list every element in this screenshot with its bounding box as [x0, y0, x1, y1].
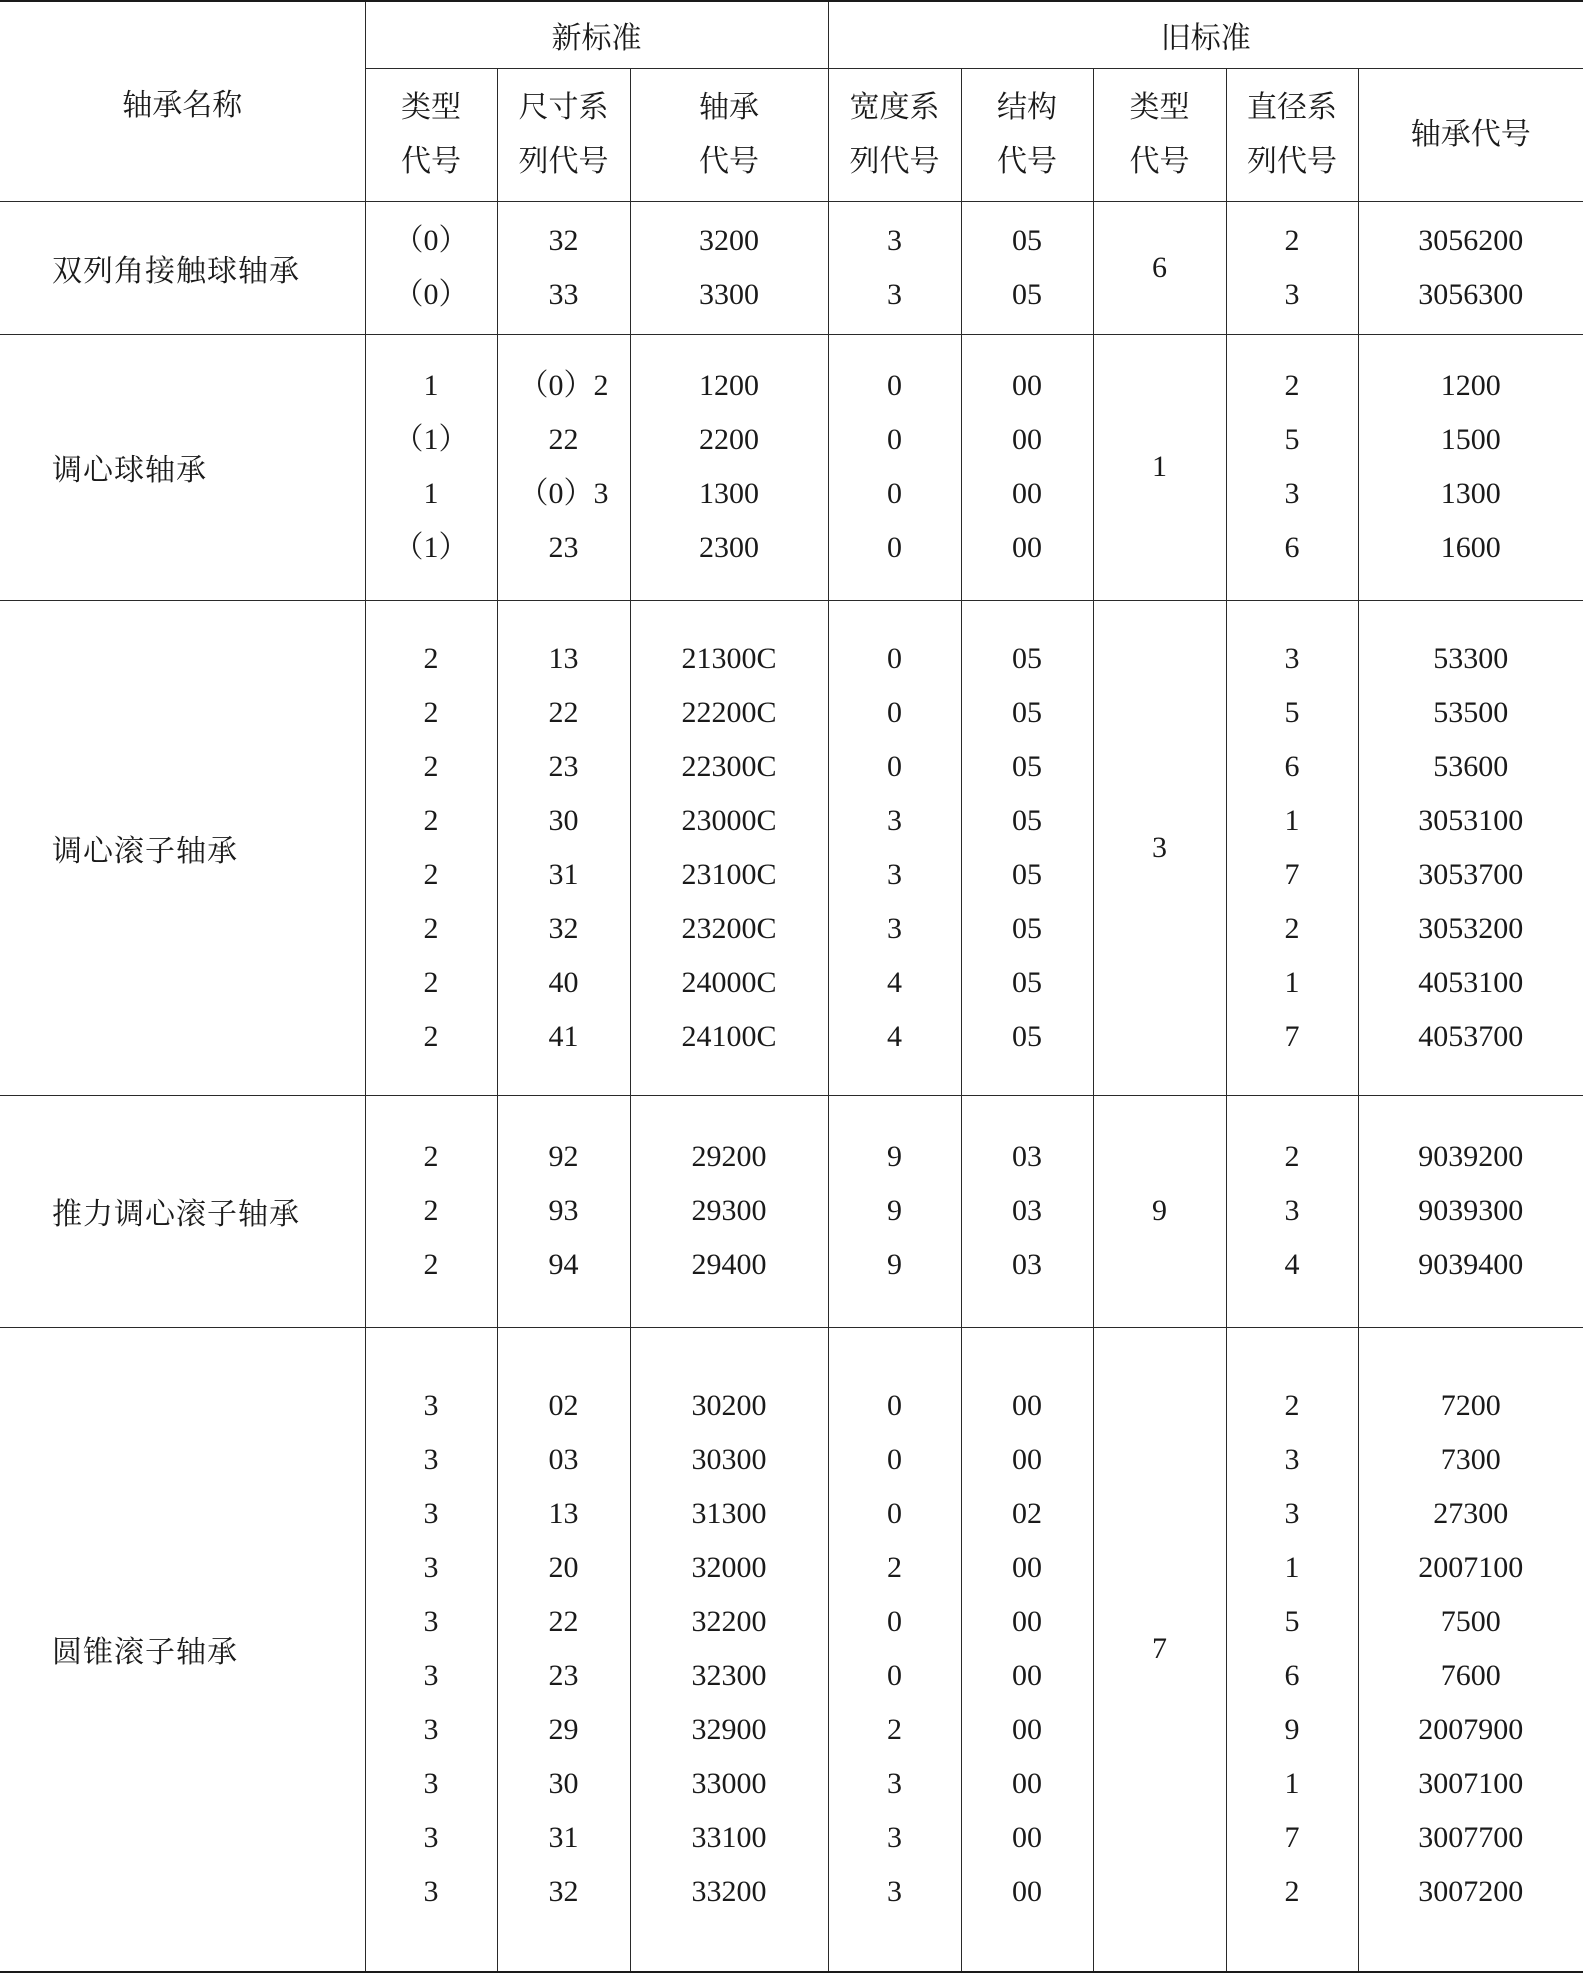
cell-values	[366, 1130, 497, 1292]
cell-value: 3	[887, 277, 903, 311]
cell-value: （0）	[393, 277, 469, 311]
new-bearing-code-cell	[630, 600, 828, 1095]
cell-value: 3053700	[1418, 857, 1524, 891]
cell-value: 2	[423, 749, 439, 783]
cell-values	[829, 632, 961, 1064]
group-row	[0, 600, 1583, 1095]
bearing-name: 推力调心滚子轴承	[0, 1095, 365, 1327]
old-diameter-series-cell	[1226, 600, 1358, 1095]
cell-value: 1	[1284, 1767, 1300, 1801]
cell-value: 05	[1012, 803, 1043, 837]
cell-values	[498, 359, 630, 575]
cell-value: 3	[1284, 1194, 1300, 1227]
cell-value: 00	[1012, 369, 1043, 402]
old-type-cell: 6	[1093, 201, 1226, 334]
cell-value: 3	[423, 1497, 439, 1531]
cell-value: 1	[423, 477, 439, 510]
new-size-series-cell	[497, 334, 630, 600]
cell-value: 00	[1012, 1659, 1043, 1693]
cell-value: 2007900	[1418, 1713, 1524, 1747]
cell-values	[1359, 632, 1583, 1064]
cell-values	[1227, 1130, 1358, 1292]
cell-value: 4053700	[1418, 1019, 1524, 1053]
old-diameter-series-cell	[1226, 1095, 1358, 1327]
cell-values	[829, 359, 961, 575]
cell-value: 93	[548, 1194, 579, 1227]
cell-value: 3	[423, 1875, 439, 1909]
cell-value: 03	[1012, 1140, 1043, 1173]
cell-value: 23	[548, 531, 579, 564]
old-type-cell: 7	[1093, 1327, 1226, 1972]
old-type-cell: 9	[1093, 1095, 1226, 1327]
cell-values	[631, 359, 828, 575]
cell-value: 9	[1284, 1713, 1300, 1747]
cell-value: 2	[1284, 223, 1300, 257]
cell-value: 2	[423, 641, 439, 675]
cell-value: 0	[887, 1605, 903, 1639]
old-structure-cell	[961, 1095, 1093, 1327]
cell-value: 3	[887, 1767, 903, 1801]
cell-value: 05	[1012, 965, 1043, 999]
new-type-code-cell	[365, 1095, 497, 1327]
bearing-name: 双列角接触球轴承	[0, 201, 365, 334]
header-new-bearing-code: 轴承 代号	[630, 68, 828, 201]
cell-value: 21300C	[681, 641, 777, 675]
header-old-structure-code: 结构 代号	[961, 68, 1093, 201]
cell-value: 02	[548, 1389, 579, 1423]
old-width-series-cell	[828, 1095, 961, 1327]
cell-value: 23	[548, 1659, 579, 1693]
old-diameter-series-cell	[1226, 201, 1358, 334]
header-new-type-code: 类型 代号	[365, 68, 497, 201]
group-row	[0, 334, 1583, 600]
cell-value: 03	[1012, 1194, 1043, 1227]
cell-value: 31	[548, 857, 579, 891]
cell-value: 30300	[691, 1443, 767, 1477]
cell-value: 1	[1284, 965, 1300, 999]
cell-value: 3	[1284, 477, 1300, 510]
cell-value: 33000	[691, 1767, 767, 1801]
header-new-size-series-code: 尺寸系 列代号	[497, 68, 630, 201]
cell-value: 33	[548, 277, 579, 311]
new-type-code-cell	[365, 600, 497, 1095]
old-bearing-code-cell	[1358, 1095, 1583, 1327]
bearing-name: 调心球轴承	[0, 334, 365, 600]
cell-values	[498, 1379, 630, 1919]
old-width-series-cell	[828, 201, 961, 334]
new-bearing-code-cell	[630, 334, 828, 600]
cell-value: 4	[1284, 1248, 1300, 1281]
cell-value: 1500	[1440, 423, 1501, 456]
cell-value: 32900	[691, 1713, 767, 1747]
cell-value: 2	[423, 1248, 439, 1281]
cell-value: 2007100	[1418, 1551, 1524, 1585]
cell-value: 2	[887, 1713, 903, 1747]
cell-value: 9039400	[1418, 1248, 1524, 1281]
cell-value: 3	[1284, 1497, 1300, 1531]
cell-values	[829, 214, 961, 322]
cell-value: 31	[548, 1821, 579, 1855]
cell-value: 00	[1012, 423, 1043, 456]
old-structure-cell	[961, 600, 1093, 1095]
cell-value: 3	[423, 1389, 439, 1423]
cell-values	[1227, 1379, 1358, 1919]
old-diameter-series-cell	[1226, 1327, 1358, 1972]
new-bearing-code-cell	[630, 201, 828, 334]
old-width-series-cell	[828, 600, 961, 1095]
cell-value: 32	[548, 911, 579, 945]
cell-value: 3	[1284, 1443, 1300, 1477]
cell-value: 0	[887, 1389, 903, 1423]
cell-value: 1300	[699, 477, 759, 510]
cell-value: 00	[1012, 1767, 1043, 1801]
cell-value: 32200	[691, 1605, 767, 1639]
cell-value: 3300	[699, 277, 759, 311]
cell-value: 2	[887, 1551, 903, 1585]
cell-value: 4053100	[1418, 965, 1524, 999]
cell-value: 2	[423, 911, 439, 945]
cell-value: 2	[423, 1019, 439, 1053]
cell-value: （0）	[393, 223, 469, 257]
cell-value: 6	[1284, 1659, 1300, 1693]
cell-value: 1200	[699, 369, 759, 402]
new-bearing-code-cell	[630, 1095, 828, 1327]
cell-value: 7300	[1440, 1443, 1501, 1477]
cell-value: 9	[887, 1248, 903, 1281]
old-bearing-code-cell	[1358, 1327, 1583, 1972]
cell-values	[631, 1379, 828, 1919]
cell-value: 00	[1012, 1713, 1043, 1747]
cell-value: 05	[1012, 749, 1043, 783]
header-new-standard: 新标准	[365, 1, 828, 68]
header-old-bearing-code: 轴承代号	[1358, 68, 1583, 201]
cell-value: 30200	[691, 1389, 767, 1423]
cell-value: 02	[1012, 1497, 1043, 1531]
cell-value: 6	[1284, 749, 1300, 783]
cell-value: 1200	[1440, 369, 1501, 402]
header-old-width-series-code: 宽度系 列代号	[828, 68, 961, 201]
cell-value: 9039200	[1418, 1140, 1524, 1173]
old-width-series-cell	[828, 1327, 961, 1972]
cell-values	[631, 632, 828, 1064]
cell-value: 30	[548, 1767, 579, 1801]
cell-value: 2	[423, 1194, 439, 1227]
cell-value: 29	[548, 1713, 579, 1747]
cell-value: 24100C	[681, 1019, 777, 1053]
cell-value: 7	[1284, 857, 1300, 891]
cell-value: 33200	[691, 1875, 767, 1909]
cell-value: 32000	[691, 1551, 767, 1585]
cell-value: 5	[1284, 423, 1300, 456]
cell-value: 0	[887, 531, 903, 564]
cell-value: 24000C	[681, 965, 777, 999]
cell-value: 3056200	[1418, 223, 1524, 257]
cell-value: 00	[1012, 1443, 1043, 1477]
bearing-name: 圆锥滚子轴承	[0, 1327, 365, 1972]
cell-value: 00	[1012, 1821, 1043, 1855]
old-type-cell: 1	[1093, 334, 1226, 600]
cell-values	[631, 214, 828, 322]
cell-value: 4	[887, 965, 903, 999]
cell-value: 2	[423, 965, 439, 999]
cell-value: 40	[548, 965, 579, 999]
cell-value: 3053200	[1418, 911, 1524, 945]
cell-value: 05	[1012, 857, 1043, 891]
group-row	[0, 201, 1583, 334]
cell-values	[829, 1379, 961, 1919]
cell-value: 53600	[1433, 749, 1509, 783]
cell-value: 23000C	[681, 803, 777, 837]
cell-value: 32	[548, 223, 579, 257]
new-size-series-cell	[497, 1327, 630, 1972]
cell-value: 7	[1284, 1821, 1300, 1855]
cell-value: 3200	[699, 223, 759, 257]
cell-value: （1）	[393, 531, 469, 564]
cell-values	[631, 1130, 828, 1292]
cell-value: 3	[887, 911, 903, 945]
cell-value: 41	[548, 1019, 579, 1053]
cell-values	[498, 1130, 630, 1292]
cell-value: 27300	[1433, 1497, 1509, 1531]
cell-value: 3056300	[1418, 277, 1524, 311]
cell-values	[1359, 1130, 1583, 1292]
cell-value: 0	[887, 749, 903, 783]
cell-values	[366, 632, 497, 1064]
cell-value: 0	[887, 1497, 903, 1531]
cell-values	[962, 632, 1093, 1064]
cell-value: 3	[423, 1767, 439, 1801]
cell-values	[498, 632, 630, 1064]
cell-value: 05	[1012, 1019, 1043, 1053]
cell-value: 0	[887, 1443, 903, 1477]
cell-value: 2	[423, 857, 439, 891]
cell-value: 22	[548, 423, 579, 456]
cell-value: 1	[1284, 1551, 1300, 1585]
cell-value: 32300	[691, 1659, 767, 1693]
cell-value: 9039300	[1418, 1194, 1524, 1227]
group-row	[0, 1095, 1583, 1327]
cell-values	[1359, 359, 1583, 575]
new-size-series-cell	[497, 600, 630, 1095]
cell-value: 7	[1284, 1019, 1300, 1053]
cell-values	[366, 359, 497, 575]
old-width-series-cell	[828, 334, 961, 600]
cell-value: 00	[1012, 1551, 1043, 1585]
cell-value: 3	[423, 1605, 439, 1639]
new-size-series-cell	[497, 1095, 630, 1327]
cell-value: 05	[1012, 695, 1043, 729]
group-row	[0, 1327, 1583, 1972]
new-type-code-cell	[365, 334, 497, 600]
cell-value: 3	[1284, 277, 1300, 311]
cell-value: 29400	[691, 1248, 767, 1281]
cell-value: 0	[887, 477, 903, 510]
cell-value: 00	[1012, 531, 1043, 564]
cell-value: 5	[1284, 1605, 1300, 1639]
cell-value: 0	[887, 1659, 903, 1693]
new-size-series-cell	[497, 201, 630, 334]
header-old-diameter-series-code: 直径系 列代号	[1226, 68, 1358, 201]
cell-values	[498, 214, 630, 322]
old-bearing-code-cell	[1358, 334, 1583, 600]
cell-value: 30	[548, 803, 579, 837]
cell-value: 94	[548, 1248, 579, 1281]
cell-value: （0）2	[518, 369, 609, 402]
old-type-cell: 3	[1093, 600, 1226, 1095]
cell-value: 3	[887, 223, 903, 257]
cell-value: 3007700	[1418, 1821, 1524, 1855]
old-structure-cell	[961, 201, 1093, 334]
header-old-type-code: 类型 代号	[1093, 68, 1226, 201]
cell-values	[962, 359, 1093, 575]
new-bearing-code-cell	[630, 1327, 828, 1972]
cell-value: 9	[887, 1140, 903, 1173]
cell-value: 7600	[1440, 1659, 1501, 1693]
cell-values	[1359, 1379, 1583, 1919]
cell-value: 33100	[691, 1821, 767, 1855]
cell-value: 5	[1284, 695, 1300, 729]
cell-value: 3007100	[1418, 1767, 1524, 1801]
cell-value: 05	[1012, 911, 1043, 945]
cell-value: 20	[548, 1551, 579, 1585]
cell-value: 1300	[1440, 477, 1501, 510]
cell-value: 4	[887, 1019, 903, 1053]
cell-values	[1359, 214, 1583, 322]
cell-value: 1600	[1440, 531, 1501, 564]
cell-value: 1	[1284, 803, 1300, 837]
cell-value: 3	[887, 803, 903, 837]
cell-value: 1	[423, 369, 439, 402]
cell-value: 22	[548, 695, 579, 729]
cell-value: 22200C	[681, 695, 777, 729]
cell-value: 22300C	[681, 749, 777, 783]
cell-value: 00	[1012, 477, 1043, 510]
cell-value: 2	[423, 1140, 439, 1173]
cell-value: 3	[423, 1821, 439, 1855]
cell-values	[366, 214, 497, 322]
cell-value: 2	[1284, 1389, 1300, 1423]
old-bearing-code-cell	[1358, 600, 1583, 1095]
cell-value: 0	[887, 641, 903, 675]
cell-value: 2	[1284, 369, 1300, 402]
cell-value: 9	[887, 1194, 903, 1227]
cell-value: 03	[1012, 1248, 1043, 1281]
cell-value: 53300	[1433, 641, 1509, 675]
cell-value: 05	[1012, 223, 1043, 257]
cell-value: 03	[548, 1443, 579, 1477]
cell-value: 7200	[1440, 1389, 1501, 1423]
new-type-code-cell	[365, 1327, 497, 1972]
old-structure-cell	[961, 1327, 1093, 1972]
cell-value: 2	[1284, 1875, 1300, 1909]
cell-value: 22	[548, 1605, 579, 1639]
cell-value: 3	[887, 1875, 903, 1909]
cell-value: 23100C	[681, 857, 777, 891]
cell-value: 23	[548, 749, 579, 783]
cell-value: 6	[1284, 531, 1300, 564]
cell-value: 53500	[1433, 695, 1509, 729]
cell-values	[962, 1130, 1093, 1292]
cell-value: 0	[887, 423, 903, 456]
old-diameter-series-cell	[1226, 334, 1358, 600]
header-old-standard: 旧标准	[828, 1, 1583, 68]
cell-value: 05	[1012, 641, 1043, 675]
cell-value: 3	[887, 1821, 903, 1855]
cell-value: 23200C	[681, 911, 777, 945]
cell-value: 31300	[691, 1497, 767, 1531]
cell-value: （0）3	[518, 477, 609, 510]
cell-value: 2	[423, 803, 439, 837]
old-structure-cell	[961, 334, 1093, 600]
cell-value: 3007200	[1418, 1875, 1524, 1909]
cell-value: 7500	[1440, 1605, 1501, 1639]
cell-value: 32	[548, 1875, 579, 1909]
cell-values	[962, 214, 1093, 322]
cell-value: 0	[887, 369, 903, 402]
header-bearing-name: 轴承名称	[0, 1, 365, 201]
cell-value: 13	[548, 641, 579, 675]
bearing-name: 调心滚子轴承	[0, 600, 365, 1095]
cell-value: 29200	[691, 1140, 767, 1173]
cell-value: 00	[1012, 1605, 1043, 1639]
cell-values	[1227, 632, 1358, 1064]
cell-value: 3	[423, 1551, 439, 1585]
cell-value: 3	[423, 1659, 439, 1693]
cell-value: 00	[1012, 1389, 1043, 1423]
cell-value: 00	[1012, 1875, 1043, 1909]
cell-value: 3	[423, 1713, 439, 1747]
cell-values	[829, 1130, 961, 1292]
cell-values	[962, 1379, 1093, 1919]
new-type-code-cell	[365, 201, 497, 334]
cell-value: 2	[1284, 1140, 1300, 1173]
cell-value: （1）	[393, 423, 469, 456]
cell-value: 2	[1284, 911, 1300, 945]
cell-value: 29300	[691, 1194, 767, 1227]
cell-value: 2300	[699, 531, 759, 564]
cell-value: 3	[887, 857, 903, 891]
cell-values	[1227, 214, 1358, 322]
cell-values	[1227, 359, 1358, 575]
cell-value: 3	[423, 1443, 439, 1477]
cell-value: 2	[423, 695, 439, 729]
cell-values	[366, 1379, 497, 1919]
cell-value: 2200	[699, 423, 759, 456]
cell-value: 05	[1012, 277, 1043, 311]
cell-value: 0	[887, 695, 903, 729]
cell-value: 92	[548, 1140, 579, 1173]
old-bearing-code-cell	[1358, 201, 1583, 334]
cell-value: 3	[1284, 641, 1300, 675]
cell-value: 3053100	[1418, 803, 1524, 837]
cell-value: 13	[548, 1497, 579, 1531]
